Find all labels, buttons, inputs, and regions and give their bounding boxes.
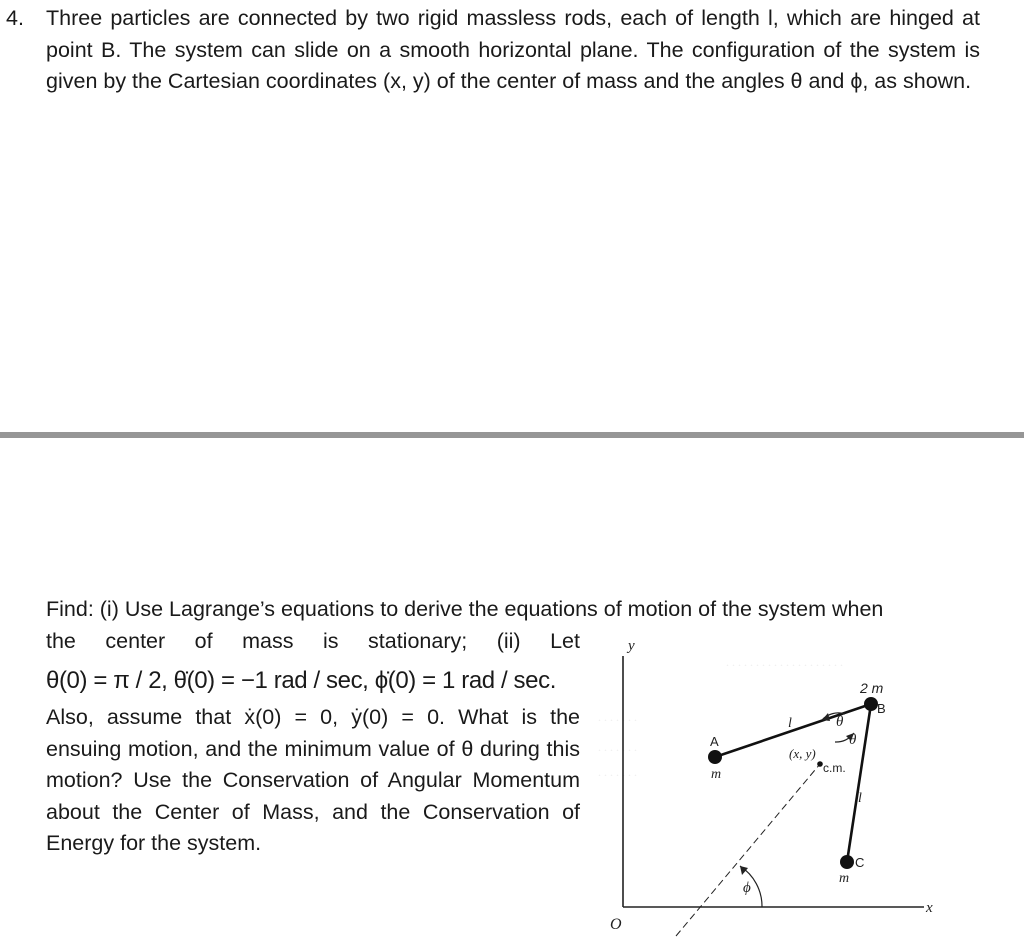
initial-conditions: θ(0) = π / 2, θ̇(0) = −1 rad / sec, ϕ̇(0) = 1 rad / sec.: [46, 667, 556, 694]
origin-label: O: [610, 916, 622, 933]
find-questions: Also, assume that ẋ(0) = 0, ẏ(0) = 0. What is the ensuing motion, and the minimum value of θ during this motion? Use the Conservation of Angular Momentum about the Center of Mass, and the Conservation of Energy for the system.: [46, 705, 580, 855]
svg-text:. . . . . . .: . . . . . . .: [598, 710, 637, 724]
svg-text:. . . . . . .: . . . . . . .: [598, 765, 637, 779]
point-a-label: A: [710, 734, 719, 749]
rod-ab-label: l: [788, 716, 792, 731]
point-b-label: B: [877, 701, 886, 716]
mass-a: [708, 750, 722, 764]
theta-arrowhead-upper: [822, 713, 830, 721]
mass-b: [864, 697, 878, 711]
cm-label: c.m.: [823, 761, 846, 775]
problem-number: 4.: [6, 6, 24, 30]
svg-text:. . . . . . . . . . . . . . .: . . . . . . . . . . . . . . . . . . . .: [726, 655, 843, 669]
point-c-label: C: [855, 855, 865, 870]
rod-bc: [847, 704, 871, 862]
cm-point: [817, 761, 823, 767]
phi-dashed-line: [676, 764, 820, 936]
cm-coordinates-label: (x, y): [789, 746, 816, 761]
mechanism-figure: [596, 636, 956, 941]
mass-b-label: 2 m: [860, 680, 884, 696]
mass-c-label: m: [839, 871, 850, 886]
theta-label-upper: θ: [836, 714, 844, 730]
theta-label-lower: θ: [849, 732, 857, 748]
page-divider: [0, 432, 1024, 438]
svg-text:. . . . . . .: . . . . . . .: [598, 740, 637, 754]
y-axis-label: y: [628, 638, 635, 654]
find-line-2: the center of mass is stationary; (ii) Let: [46, 629, 580, 653]
problem-statement: Three particles are connected by two rigid massless rods, each of length l, which are hinged at point B. The system can slide on a smooth horizontal plane. The configuration of the system is given by the Cartesian coordinates (x, y) of the center of mass and the angles θ and ϕ, as shown.: [46, 6, 980, 93]
find-line-1: Find: (i) Use Lagrange’s equations to derive the equations of motion of the system when: [46, 597, 884, 621]
x-axis-label: x: [926, 900, 933, 916]
rod-bc-label: l: [858, 791, 862, 806]
mass-c: [840, 855, 854, 869]
mass-a-label: m: [711, 767, 722, 782]
phi-label: ϕ: [743, 880, 751, 896]
